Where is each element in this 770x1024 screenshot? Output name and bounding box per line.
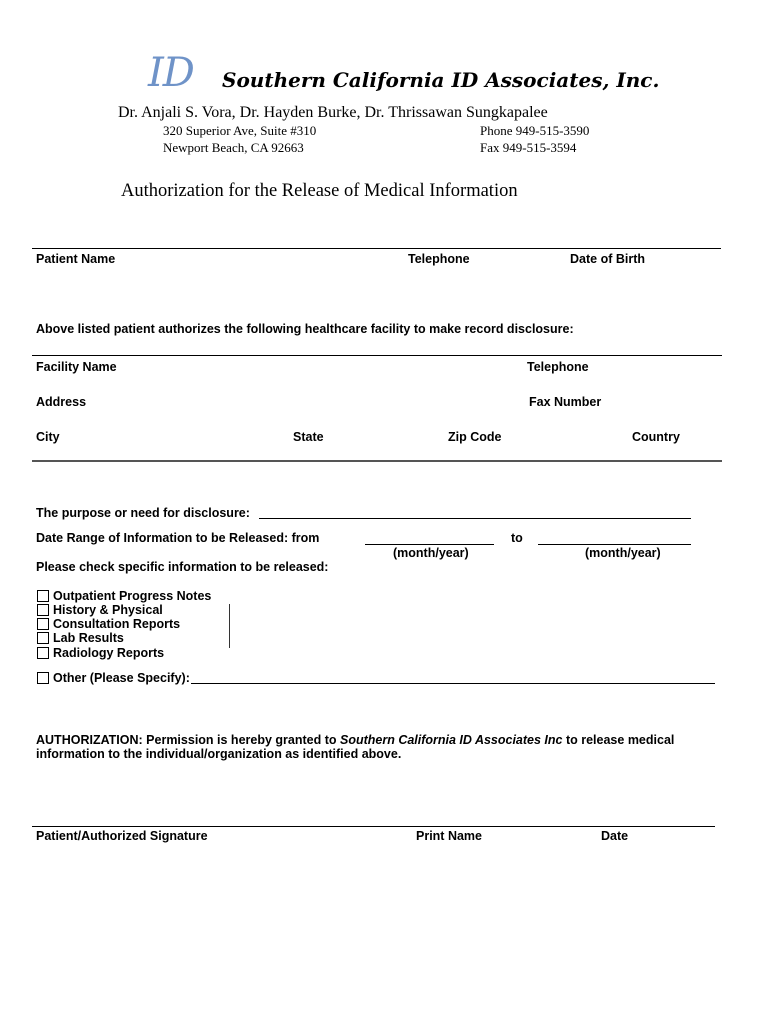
date-to-line[interactable] (538, 544, 691, 545)
facility-fax-label: Fax Number (529, 395, 602, 409)
checkbox-outpatient-progress-notes[interactable] (37, 590, 49, 602)
checkbox-label-history-physical: History & Physical (53, 603, 163, 617)
authorization-suffix: to release medical (562, 733, 675, 747)
purpose-input-line[interactable] (259, 518, 691, 519)
date-line[interactable] (580, 826, 715, 827)
checkbox-lab-results[interactable] (37, 632, 49, 644)
check-info-label: Please check specific information to be released: (36, 560, 329, 574)
checkbox-radiology-reports[interactable] (37, 647, 49, 659)
purpose-label: The purpose or need for disclosure: (36, 506, 250, 520)
patient-name-label: Patient Name (36, 252, 116, 266)
checkbox-label-radiology-reports: Radiology Reports (53, 646, 165, 660)
company-name: Southern California ID Associates, Inc. (222, 68, 660, 92)
facility-country-label: Country (632, 430, 680, 444)
facility-section-divider (32, 460, 722, 462)
checkbox-history-physical[interactable] (37, 604, 49, 616)
checkbox-label-outpatient-progress-notes: Outpatient Progress Notes (53, 589, 212, 603)
address-line1: 320 Superior Ave, Suite #310 (163, 123, 317, 138)
date-range-label: Date Range of Information to be Released: from (36, 531, 320, 545)
print-name-label: Print Name (416, 829, 482, 843)
patient-dob-label: Date of Birth (570, 252, 645, 266)
facility-name-line[interactable] (32, 355, 517, 356)
to-label: to (511, 531, 523, 545)
facility-name-label: Facility Name (36, 360, 117, 374)
checkbox-other[interactable] (37, 672, 49, 684)
patient-name-line[interactable] (32, 248, 400, 249)
other-specify-line[interactable] (191, 683, 715, 684)
authorization-statement (36, 733, 674, 747)
facility-city-label: City (36, 430, 60, 444)
month-year-to-label: (month/year) (585, 546, 661, 560)
checkbox-consultation-reports[interactable] (37, 618, 49, 630)
authorization-prefix: AUTHORIZATION: Permission is hereby granted to (36, 733, 340, 747)
facility-telephone-line[interactable] (517, 355, 722, 356)
checkbox-label-lab-results: Lab Results (53, 631, 124, 645)
facility-address-label: Address (36, 395, 87, 409)
form-title: Authorization for the Release of Medical Information (121, 181, 518, 201)
checkbox-group-divider (229, 604, 230, 648)
authorization-company: Southern California ID Associates Inc (339, 733, 563, 747)
patient-telephone-label: Telephone (408, 252, 470, 266)
intro-text: Above listed patient authorizes the following healthcare facility to make record disclosure: (36, 322, 574, 336)
checkbox-label-other: Other (Please Specify): (53, 671, 190, 685)
facility-state-label: State (293, 430, 324, 444)
phone-number: Phone 949-515-3590 (480, 123, 590, 138)
signature-line[interactable] (32, 826, 400, 827)
company-logo: ID (148, 50, 194, 96)
address-line2: Newport Beach, CA 92663 (163, 140, 304, 155)
signature-label: Patient/Authorized Signature (36, 829, 208, 843)
patient-dob-line[interactable] (558, 248, 721, 249)
authorization-line2: information to the individual/organization as identified above. (36, 747, 402, 761)
month-year-from-label: (month/year) (393, 546, 469, 560)
date-from-line[interactable] (365, 544, 494, 545)
checkbox-label-consultation-reports: Consultation Reports (53, 617, 181, 631)
facility-zip-label: Zip Code (448, 430, 502, 444)
fax-number: Fax 949-515-3594 (480, 140, 577, 155)
print-name-line[interactable] (400, 826, 580, 827)
doctor-names: Dr. Anjali S. Vora, Dr. Hayden Burke, Dr. Thrissawan Sungkapalee (118, 104, 548, 121)
facility-telephone-label: Telephone (527, 360, 589, 374)
date-label: Date (601, 829, 629, 843)
patient-telephone-line[interactable] (400, 248, 558, 249)
